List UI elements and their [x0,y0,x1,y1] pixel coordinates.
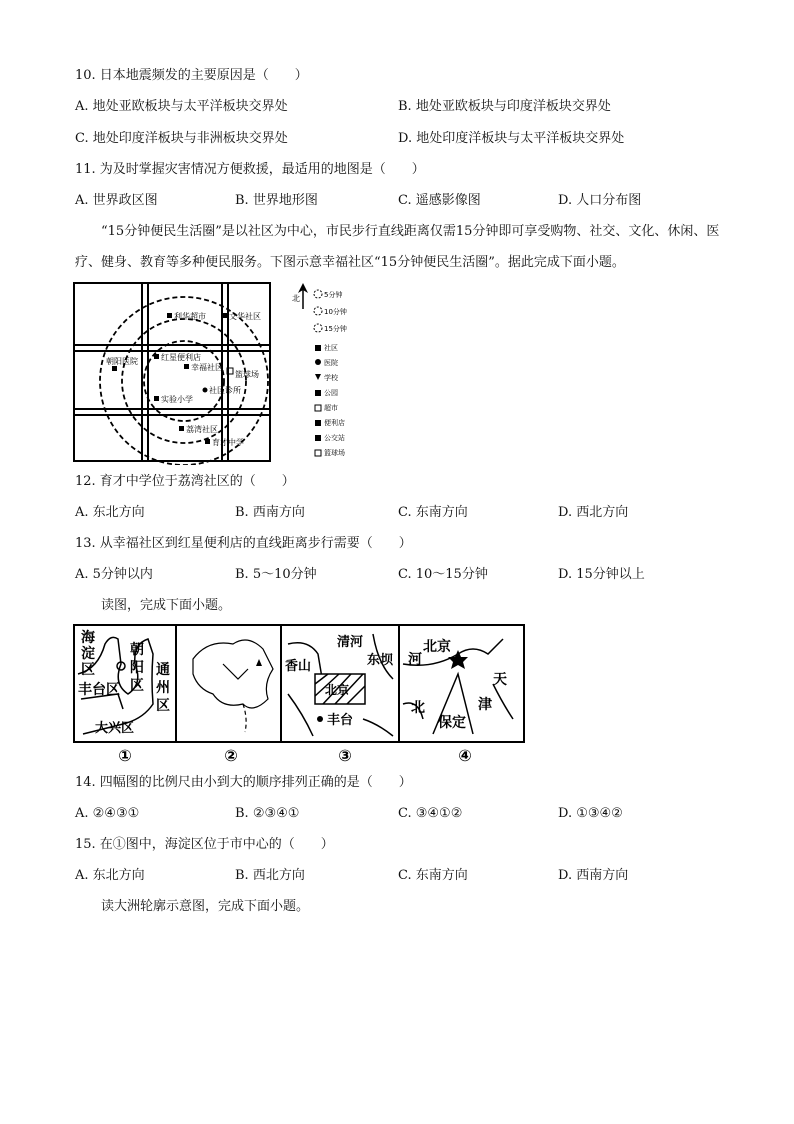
p3-label: 北京 [325,683,350,697]
north-label: 北 [292,294,300,303]
q10-option-b[interactable]: B. 地处亚欧板块与印度洋板块交界处 [398,99,611,114]
q11-option-b[interactable]: B. 世界地形图 [235,193,318,208]
label-xingfu: 幸福社区 [191,363,223,372]
q11-option-a[interactable]: A. 世界政区图 [75,193,158,208]
q12-option-c[interactable]: C. 东南方向 [398,505,468,520]
q13-option-b[interactable]: B. 5～10分钟 [235,567,317,582]
label-school: 实验小学 [161,395,193,404]
p1-label: 淀 [81,646,95,662]
q11-option-c[interactable]: C. 遥感影像图 [398,193,481,208]
p1-label: 大兴区 [95,721,135,736]
label-clinic: 社区诊所 [209,386,241,395]
legend-item: 10分钟 [324,308,347,316]
legend-item: 便利店 [324,419,345,427]
intro-15min-circle: “15分钟便民生活圈”是以社区为中心，市民步行直线距离仅需15分钟即可享受购物、社交、文化、休闲、医疗、健身、教育等多种便民服务。下图示意幸福社区“15分钟便民生活圈”。据此完成下面小题。 [75,224,720,270]
p3-label: 清河 [337,635,364,650]
p4-label: 河 [408,652,422,668]
q15-stem: 15. 在①图中，海淀区位于市中心的（ ） [75,837,334,852]
label-court: 篮球场 [235,370,259,379]
beijing-scale-maps [73,624,525,766]
q13-option-a[interactable]: A. 5分钟以内 [75,567,153,582]
q14-option-c[interactable]: C. ③④①② [398,806,463,821]
q14-option-a[interactable]: A. ②④③① [75,806,140,821]
q12-option-d[interactable]: D. 西北方向 [558,505,629,520]
p4-label: 北 [411,700,425,716]
panel-number: ② [224,746,238,765]
q11-option-d[interactable]: D. 人口分布图 [558,193,642,208]
p3-label: 丰台 [327,713,354,728]
legend-item: 公园 [324,389,338,397]
legend-item: 超市 [324,404,338,412]
label-yucai: 育才中学 [212,438,244,447]
q15-option-c[interactable]: C. 东南方向 [398,868,468,883]
p1-label: 通 [156,662,170,678]
panel-number: ③ [338,746,352,765]
legend-item: 医院 [324,359,338,367]
panel-number: ① [118,746,132,765]
label-supermarket: 利华超市 [174,312,206,321]
p1-label: 朝 [130,642,144,658]
q15-option-d[interactable]: D. 西南方向 [558,868,629,883]
legend-item: 15分钟 [324,325,347,333]
legend-item: 社区 [324,344,338,352]
q10-option-a[interactable]: A. 地处亚欧板块与太平洋板块交界处 [75,99,288,114]
q13-option-c[interactable]: C. 10～15分钟 [398,567,488,582]
legend-item: 篮球场 [324,449,345,457]
living-circle-map [72,281,367,465]
q11-stem: 11. 为及时掌握灾害情况方便救援，最适用的地图是（ ） [75,162,425,177]
p1-label: 阳 [130,660,144,676]
p4-label: 津 [478,697,492,713]
p1-label: 州 [156,680,170,696]
q14-option-b[interactable]: B. ②③④① [235,806,300,821]
p3-label: 东坝 [367,653,394,668]
map-legend [314,290,347,457]
q12-stem: 12. 育才中学位于荔湾社区的（ ） [75,474,295,489]
q10-stem: 10. 日本地震频发的主要原因是（ ） [75,68,308,83]
p1-label: 区 [81,662,95,678]
p1-label: 区 [130,678,144,694]
label-hongxing: 红星便利店 [161,353,201,362]
q14-option-d[interactable]: D. ①③④② [558,806,623,821]
q13-stem: 13. 从幸福社区到红星便利店的直线距离步行需要（ ） [75,536,412,551]
legend-item: 学校 [324,374,338,382]
q15-option-b[interactable]: B. 西北方向 [235,868,305,883]
q12-option-b[interactable]: B. 西南方向 [235,505,305,520]
q12-option-a[interactable]: A. 东北方向 [75,505,145,520]
label-liwan: 荔湾社区 [186,425,218,434]
intro-read-map: 读图，完成下面小题。 [101,598,232,613]
q10-option-c[interactable]: C. 地处印度洋板块与非洲板块交界处 [75,131,288,146]
q13-option-d[interactable]: D. 15分钟以上 [558,567,645,582]
p1-label: 区 [156,698,170,714]
legend-item: 5分钟 [324,291,343,299]
p4-label: 天 [493,672,507,688]
p4-label: 北京 [423,639,451,655]
panel-number: ④ [458,746,472,765]
legend-item: 公交站 [324,434,345,442]
q15-option-a[interactable]: A. 东北方向 [75,868,145,883]
p4-label: 保定 [438,715,466,731]
p1-label: 丰台区 [78,682,120,698]
label-wenhua: 文华社区 [229,312,261,321]
q10-option-d[interactable]: D. 地处印度洋板块与太平洋板块交界处 [398,131,625,146]
intro-continents: 读大洲轮廓示意图，完成下面小题。 [101,899,310,914]
p3-label: 香山 [285,659,312,674]
label-chaoyang: 朝阳医院 [106,357,138,366]
q14-stem: 14. 四幅图的比例尺由小到大的顺序排列正确的是（ ） [75,775,412,790]
p1-label: 海 [81,630,95,646]
